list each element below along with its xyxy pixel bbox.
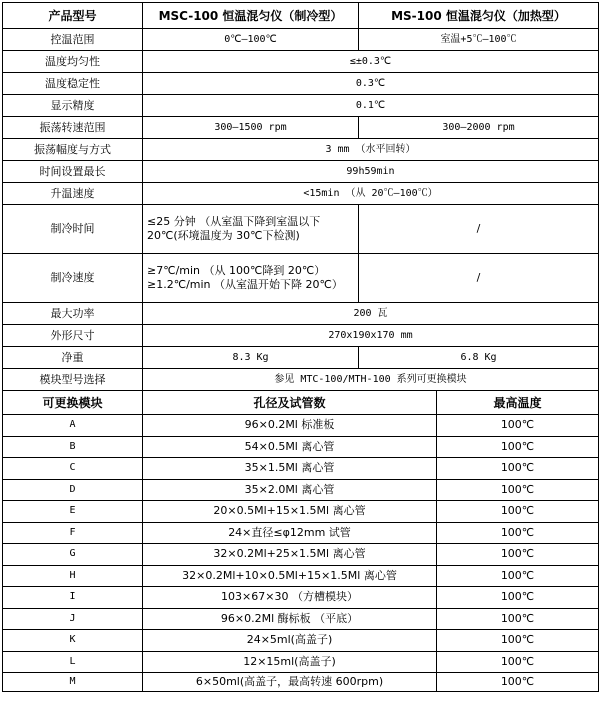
module-row: [3, 651, 599, 673]
module-max-temp: 100℃: [437, 479, 599, 501]
spec-value: 0.1℃: [143, 95, 599, 117]
spec-value-left: 8.3 Kg: [143, 347, 359, 369]
spec-row: [3, 205, 599, 254]
spec-value-line: ≤25 分钟 （从室温下降到室温以下: [147, 215, 321, 228]
spec-header-row: [3, 3, 599, 29]
module-id: B: [3, 436, 143, 458]
spec-header-cell: MS-100 恒温混匀仪（加热型）: [359, 3, 599, 29]
module-spec: 96×0.2Ml 标准板: [143, 415, 437, 437]
module-spec: 35×1.5Ml 离心管: [143, 458, 437, 480]
spec-value-line: ≥1.2℃/min （从室温开始下降 20℃）: [147, 278, 343, 291]
module-spec: 6×50ml(高盖子，最高转速 600rpm): [143, 673, 437, 692]
spec-label: 模块型号选择: [3, 369, 143, 391]
module-spec: 32×0.2Ml+10×0.5Ml+15×1.5Ml 离心管: [143, 565, 437, 587]
module-max-temp: 100℃: [437, 501, 599, 523]
spec-value: 0.3℃: [143, 73, 599, 95]
spec-label: 显示精度: [3, 95, 143, 117]
module-spec: 24×直径≤φ12mm 试管: [143, 522, 437, 544]
module-header-cell: 可更换模块: [3, 391, 143, 415]
module-max-temp: 100℃: [437, 522, 599, 544]
module-row: [3, 630, 599, 652]
spec-value-left: 0℃—100℃: [143, 29, 359, 51]
spec-row: [3, 254, 599, 303]
spec-value-right: /: [359, 205, 599, 254]
module-max-temp: 100℃: [437, 436, 599, 458]
module-row: [3, 522, 599, 544]
module-id: H: [3, 565, 143, 587]
spec-row: [3, 73, 599, 95]
spec-row: [3, 347, 599, 369]
module-row: [3, 479, 599, 501]
module-spec: 12×15ml(高盖子): [143, 651, 437, 673]
module-id: C: [3, 458, 143, 480]
module-id: J: [3, 608, 143, 630]
module-row: [3, 587, 599, 609]
spec-row: [3, 51, 599, 73]
module-max-temp: 100℃: [437, 608, 599, 630]
spec-label: 升温速度: [3, 183, 143, 205]
spec-value-left: [143, 205, 359, 254]
module-id: A: [3, 415, 143, 437]
spec-label: 温度均匀性: [3, 51, 143, 73]
spec-value: ≤±0.3℃: [143, 51, 599, 73]
spec-table: [2, 2, 599, 391]
spec-row: [3, 139, 599, 161]
spec-value-line: ≥7℃/min （从 100℃降到 20℃）: [147, 264, 326, 277]
module-id: M: [3, 673, 143, 692]
spec-label: 制冷速度: [3, 254, 143, 303]
module-id: G: [3, 544, 143, 566]
spec-label: 振荡转速范围: [3, 117, 143, 139]
spec-value: <15min （从 20℃—100℃）: [143, 183, 599, 205]
spec-label: 制冷时间: [3, 205, 143, 254]
module-spec: 20×0.5Ml+15×1.5Ml 离心管: [143, 501, 437, 523]
module-max-temp: 100℃: [437, 673, 599, 692]
spec-value-right: 室温+5℃—100℃: [359, 29, 599, 51]
module-header-cell: 最高温度: [437, 391, 599, 415]
module-row: [3, 436, 599, 458]
module-max-temp: 100℃: [437, 651, 599, 673]
module-id: E: [3, 501, 143, 523]
module-header-row: [3, 391, 599, 415]
module-spec: 24×5ml(高盖子): [143, 630, 437, 652]
module-max-temp: 100℃: [437, 458, 599, 480]
spec-label: 时间设置最长: [3, 161, 143, 183]
spec-value-left: [143, 254, 359, 303]
spec-value-right: 300—2000 rpm: [359, 117, 599, 139]
module-max-temp: 100℃: [437, 544, 599, 566]
spec-value: 3 mm （水平回转）: [143, 139, 599, 161]
module-row: [3, 565, 599, 587]
spec-row: [3, 117, 599, 139]
spec-value-line: 20℃(环境温度为 30℃下检测): [147, 229, 300, 242]
spec-label: 外形尺寸: [3, 325, 143, 347]
module-row: [3, 501, 599, 523]
module-max-temp: 100℃: [437, 587, 599, 609]
module-table: [2, 390, 599, 692]
spec-header-cell: 产品型号: [3, 3, 143, 29]
module-row: [3, 415, 599, 437]
spec-row: [3, 161, 599, 183]
spec-value: 200 瓦: [143, 303, 599, 325]
spec-value: 参见 MTC-100/MTH-100 系列可更换模块: [143, 369, 599, 391]
spec-sheet: [2, 2, 598, 692]
module-row: [3, 544, 599, 566]
module-id: K: [3, 630, 143, 652]
spec-row: [3, 369, 599, 391]
spec-row: [3, 29, 599, 51]
spec-value: 99h59min: [143, 161, 599, 183]
spec-row: [3, 95, 599, 117]
spec-row: [3, 303, 599, 325]
module-row: [3, 458, 599, 480]
spec-value-left: 300—1500 rpm: [143, 117, 359, 139]
spec-row: [3, 325, 599, 347]
module-row: [3, 673, 599, 692]
module-id: D: [3, 479, 143, 501]
module-spec: 32×0.2Ml+25×1.5Ml 离心管: [143, 544, 437, 566]
module-max-temp: 100℃: [437, 415, 599, 437]
module-id: I: [3, 587, 143, 609]
module-max-temp: 100℃: [437, 565, 599, 587]
spec-value-right: /: [359, 254, 599, 303]
module-id: L: [3, 651, 143, 673]
spec-row: [3, 183, 599, 205]
module-max-temp: 100℃: [437, 630, 599, 652]
module-row: [3, 608, 599, 630]
spec-label: 净重: [3, 347, 143, 369]
spec-value: 270x190x170 mm: [143, 325, 599, 347]
spec-label: 控温范围: [3, 29, 143, 51]
module-spec: 96×0.2Ml 酶标板 （平底）: [143, 608, 437, 630]
spec-label: 温度稳定性: [3, 73, 143, 95]
spec-label: 最大功率: [3, 303, 143, 325]
module-header-cell: 孔径及试管数: [143, 391, 437, 415]
spec-header-cell: MSC-100 恒温混匀仪（制冷型）: [143, 3, 359, 29]
spec-label: 振荡幅度与方式: [3, 139, 143, 161]
module-spec: 103×67×30 （方槽模块）: [143, 587, 437, 609]
spec-value-right: 6.8 Kg: [359, 347, 599, 369]
module-id: F: [3, 522, 143, 544]
module-spec: 35×2.0Ml 离心管: [143, 479, 437, 501]
module-spec: 54×0.5Ml 离心管: [143, 436, 437, 458]
